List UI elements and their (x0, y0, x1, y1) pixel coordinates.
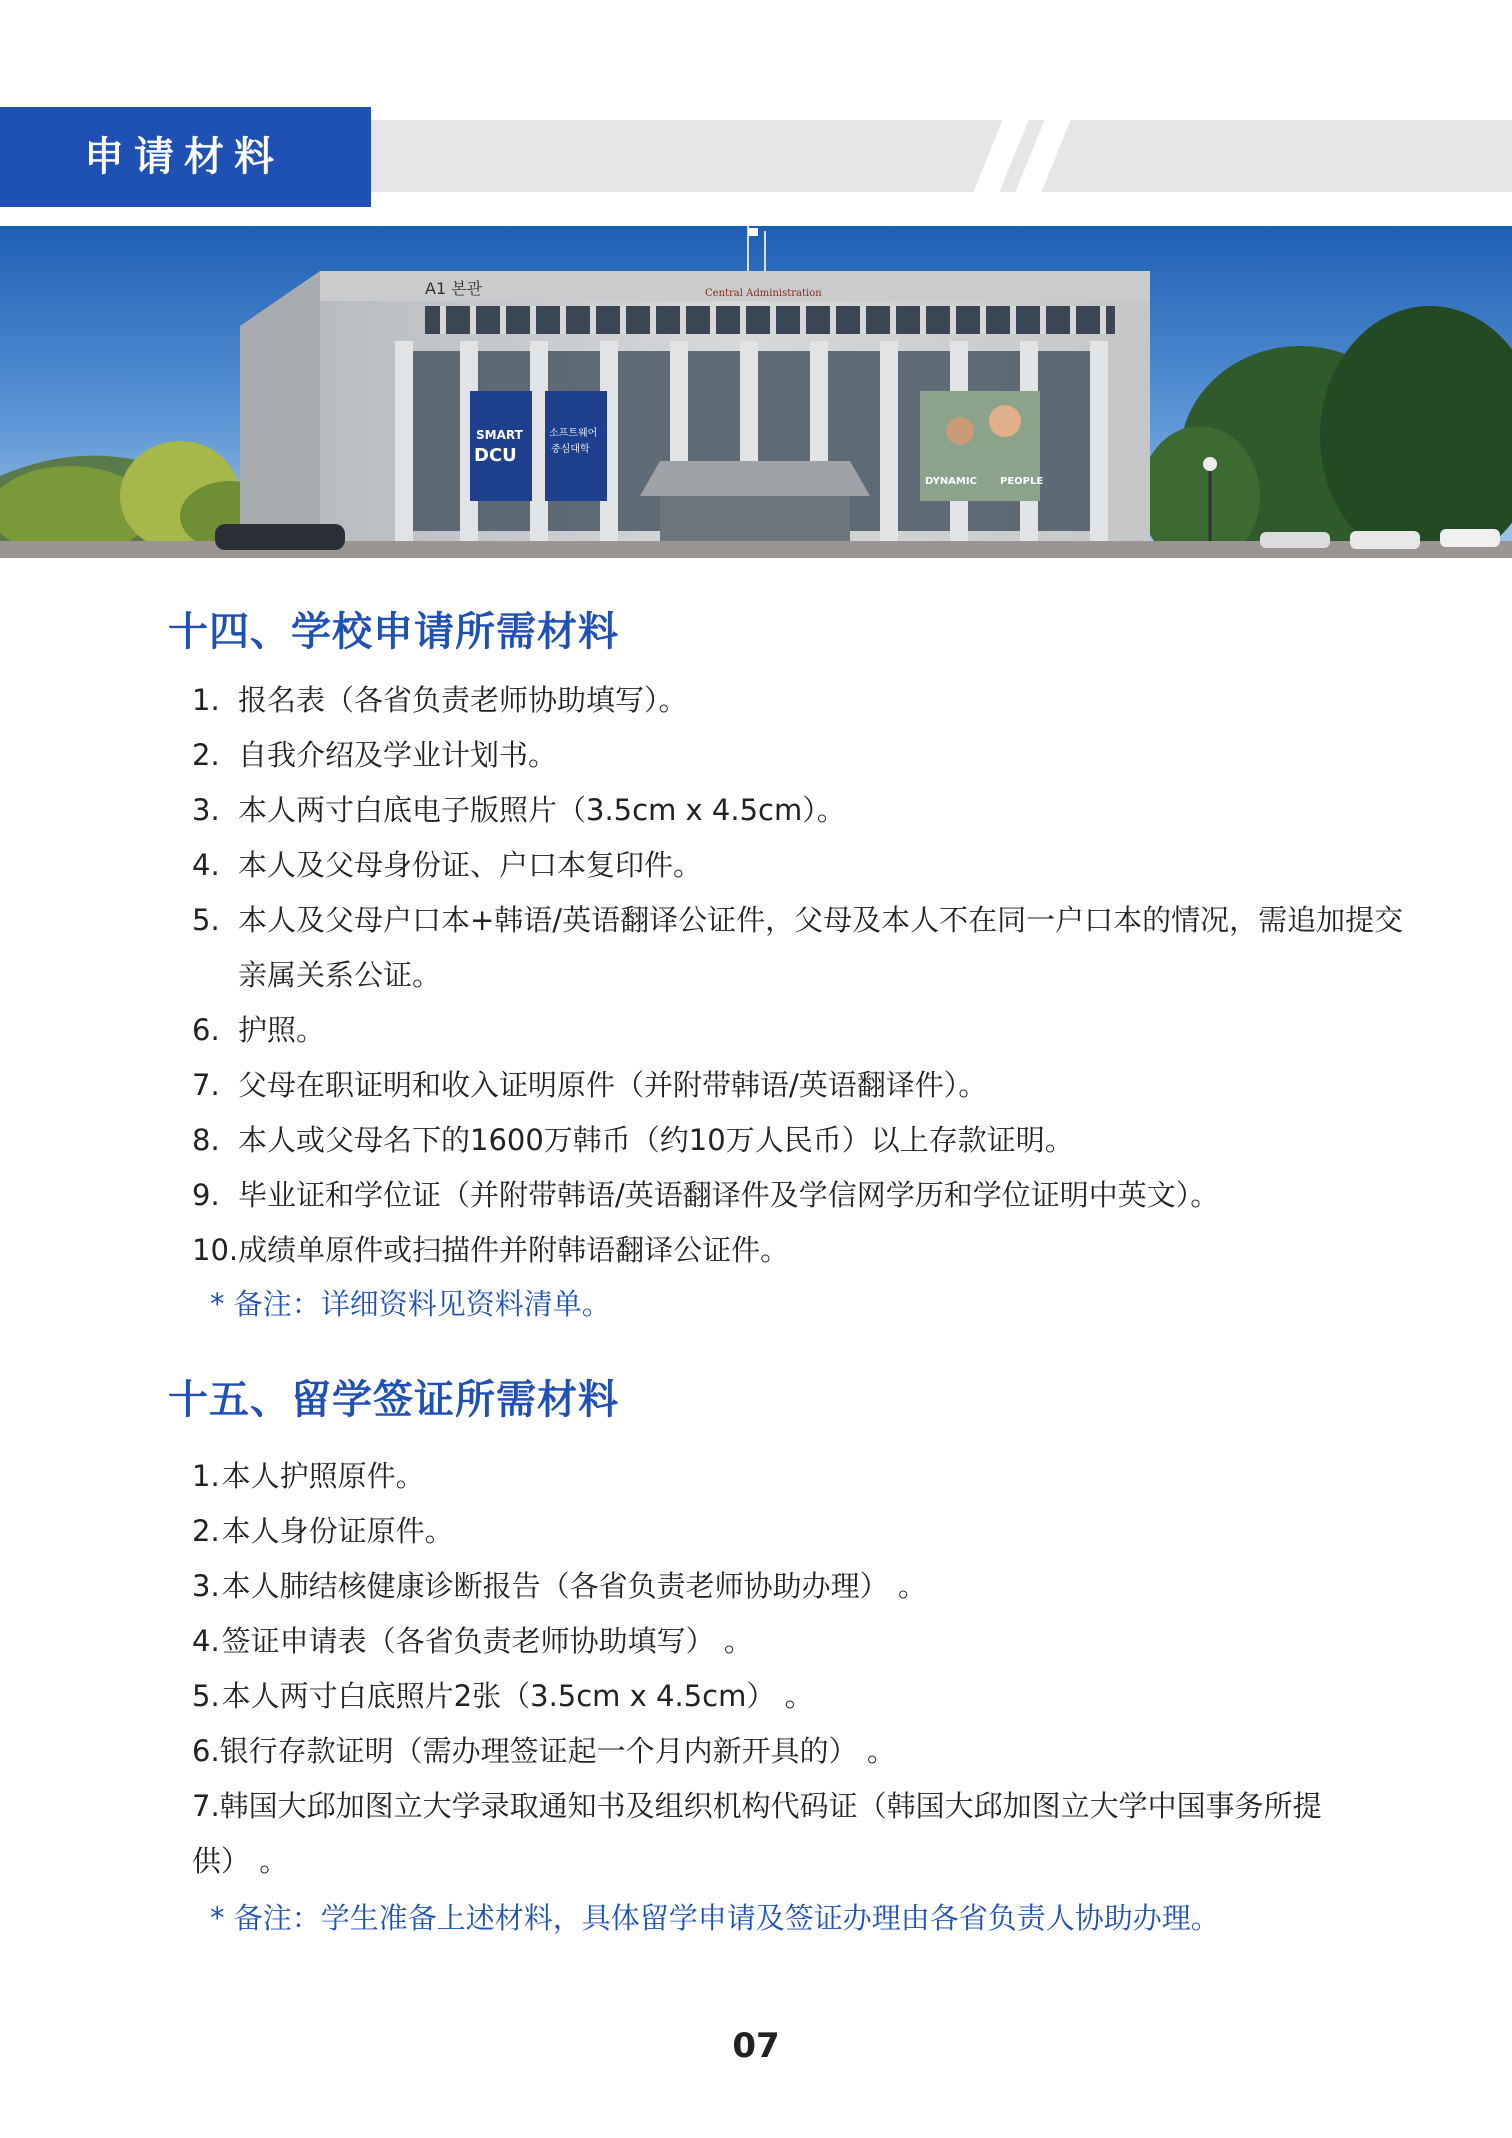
banner-mid-line1: 소프트웨어 (549, 428, 598, 439)
list-item: 6. 护照。 (192, 1013, 326, 1047)
list-item: 1. 报名表（各省负责老师协助填写）。 (192, 683, 688, 717)
list-item: 2.本人身份证原件。 (192, 1514, 454, 1548)
building-sign: A1 본관 (425, 279, 483, 298)
list-item: 5. 本人及父母户口本+韩语/英语翻译公证件，父母及本人不在同一户口本的情况，需追加提交亲属关系公证。 (192, 903, 1404, 992)
banner-mid-line2: 중심대학 (551, 444, 590, 455)
admin-sign: Central Administration (705, 288, 822, 299)
banner-right-line1: DYNAMIC (925, 476, 977, 487)
section1-title: 十四、学校申请所需材料 (168, 609, 619, 655)
banner-left-line2: DCU (474, 445, 517, 466)
list-item: 7. 父母在职证明和收入证明原件（并附带韩语/英语翻译件）。 (192, 1068, 988, 1102)
list-item: 4. 本人及父母身份证、户口本复印件。 (192, 848, 703, 882)
section1-note: * 备注：详细资料见资料清单。 (210, 1287, 611, 1321)
section2-list (192, 1449, 1372, 1889)
list-item: 5.本人两寸白底照片2张（3.5cm x 4.5cm） 。 (192, 1679, 814, 1713)
list-item: 1.本人护照原件。 (192, 1459, 425, 1493)
list-item: 4.签证申请表（各省负责老师协助填写） 。 (192, 1624, 753, 1658)
page-number: 07 (732, 2026, 780, 2066)
header-gray-bar (370, 120, 1512, 192)
banner-right-line2: PEOPLE (1000, 476, 1044, 487)
list-item: 7.韩国大邱加图立大学录取通知书及组织机构代码证（韩国大邱加图立大学中国事务所提供） 。 (192, 1789, 1322, 1878)
list-item: 9. 毕业证和学位证（并附带韩语/英语翻译件及学信网学历和学位证明中英文）。 (192, 1178, 1220, 1212)
campus-photo (0, 226, 1512, 558)
banner-left-line1: SMART (476, 428, 523, 442)
list-item: 3. 本人两寸白底电子版照片（3.5cm x 4.5cm）。 (192, 793, 846, 827)
header-band (0, 107, 1512, 207)
list-item: 8. 本人或父母名下的1600万韩币（约10万人民币）以上存款证明。 (192, 1123, 1074, 1157)
list-item: 6.银行存款证明（需办理签证起一个月内新开具的） 。 (192, 1734, 896, 1768)
page-title: 申请材料 (0, 107, 371, 207)
list-item: 10.成绩单原件或扫描件并附韩语翻译公证件。 (192, 1233, 790, 1267)
list-item: 2. 自我介绍及学业计划书。 (192, 738, 558, 772)
section1-list (192, 673, 1418, 1278)
section2-title: 十五、留学签证所需材料 (168, 1377, 619, 1423)
section2-note: * 备注：学生准备上述材料，具体留学申请及签证办理由各省负责人协助办理。 (210, 1901, 1220, 1935)
list-item: 3.本人肺结核健康诊断报告（各省负责老师协助办理） 。 (192, 1569, 927, 1603)
